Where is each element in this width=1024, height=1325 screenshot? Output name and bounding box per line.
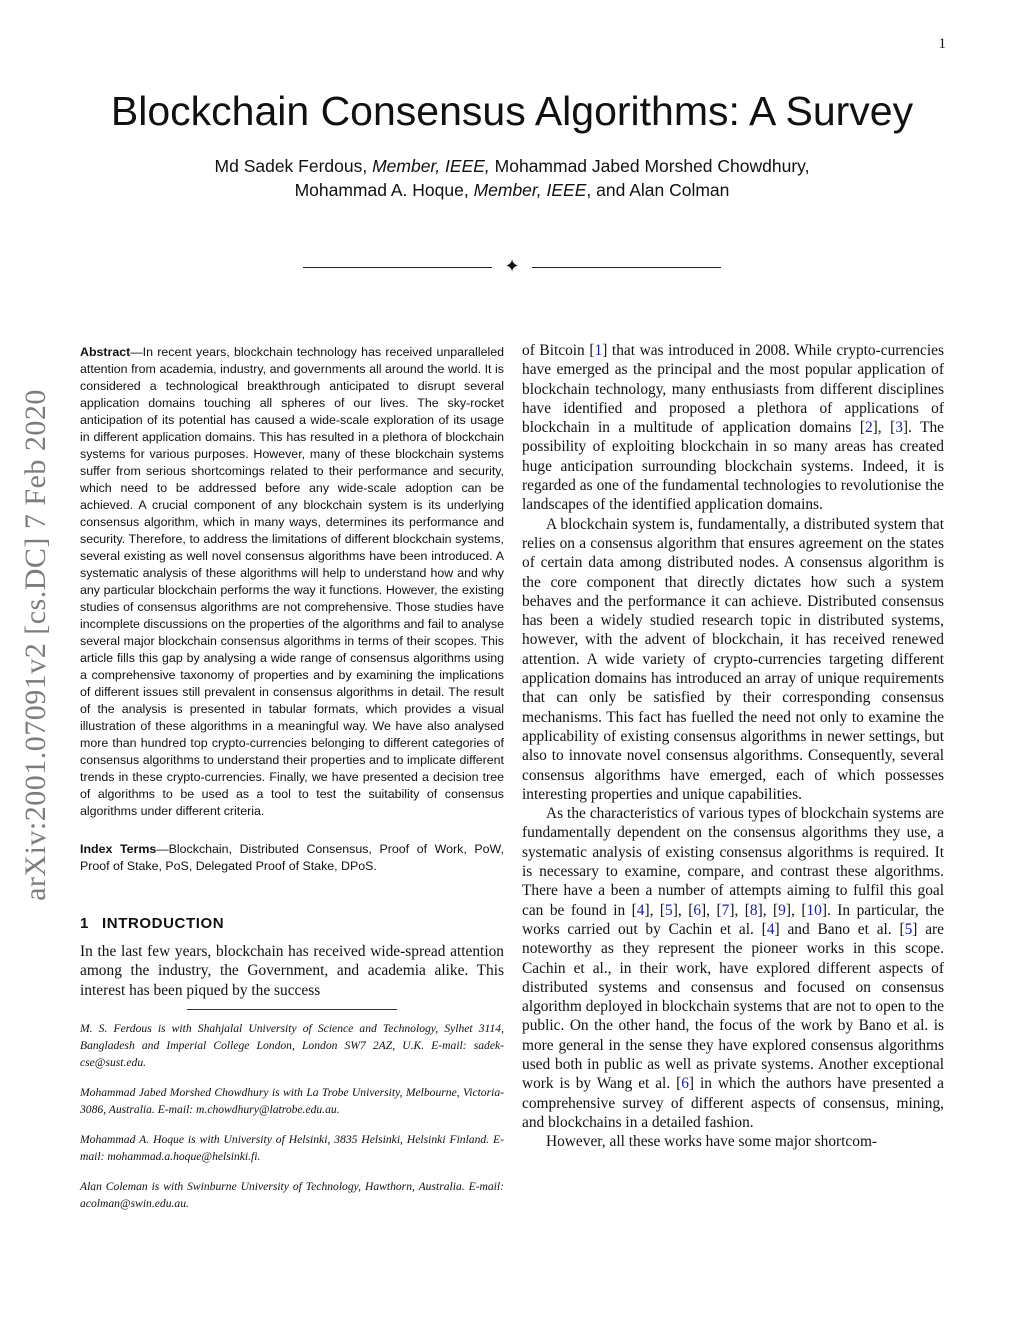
citation-link[interactable]: 9 xyxy=(778,901,786,919)
footnote-affiliation: Alan Coleman is with Swinburne University of Technology, Hawthorn, Australia. E-mail: acolman@swin.edu.au. xyxy=(80,1179,504,1210)
arxiv-identifier-stamp xyxy=(14,360,58,930)
footnote-affiliation: M. S. Ferdous is with Shahjalal University of Science and Technology, Sylhet 3114, Bangladesh and Imperial College London, London SW7 2AZ, U.K. E-mail: sadek-cse@sust.edu. xyxy=(80,1021,504,1069)
section-title: INTRODUCTION xyxy=(102,915,225,932)
section-heading-introduction xyxy=(80,915,504,932)
citation-link[interactable]: 10 xyxy=(806,901,822,919)
intro-paragraph-3: As the characteristics of various types of blockchain systems are fundamentally dependent on the consensus algorithms they use, a systematic analysis of existing consensus algorithms is required. It is necessary to examine, compare, and contrast these algorithms. There have a been a number of attempts aiming to fulfil this goal can be found in [4], [5], [6], [7], [8], [9], [10]. In particular, the works carried out by Cachin et al. [4] and Bano et al. [5] are noteworthy as they represent the pioneer works in this scope. Cachin et al., in their work, have explored different aspects of distributed systems and consensus and focused on consensus algorithm deployed in blockchain systems that are not to open to the public. On the other hand, the focus of the work by Bano et al. is more general in the sense they have explored consensus algorithms used both in public as well as private systems. Another exceptional work is by Wang et al. [6] in which the authors have presented a comprehensive survey of different aspects of consensus, mining, and blockchains in a detailed fashion. xyxy=(522,805,945,1131)
citation-link[interactable]: 1 xyxy=(594,342,603,359)
footnote-divider xyxy=(187,1009,397,1010)
citation-link[interactable]: 4 xyxy=(766,920,775,938)
arxiv-identifier-text: arXiv:2001.07091v2 [cs.DC] 7 Feb 2020 xyxy=(19,389,53,901)
left-column xyxy=(80,344,504,1225)
right-column xyxy=(522,341,944,1151)
citation-link[interactable]: 6 xyxy=(693,901,702,919)
intro-paragraph-4: However, all these works have some major shortcom- xyxy=(546,1133,878,1151)
abstract xyxy=(80,344,504,820)
index-terms-text: —Blockchain, Distributed Consensus, Proof of Work, PoW, Proof of Stake, PoS, Delegated Proof of Stake, DPoS. xyxy=(80,842,505,873)
citation-link[interactable]: 8 xyxy=(749,901,758,919)
page-number: 1 xyxy=(938,36,946,52)
citation-link[interactable]: 5 xyxy=(904,920,913,938)
author-line-1: Md Sadek Ferdous, Member, IEEE, Mohammad Jabed Morshed Chowdhury, xyxy=(214,156,810,176)
abstract-text: —In recent years, blockchain technology has received unparalleled attention from academia, industry, and governments all around the world. It is considered a technological breakthrough anticipated to disrupt several application domains touching all spheres of our lives. The sky-rocket anticipation of its potential has caused a wide-scale exploration of its usage in different application domains. This has resulted in a plethora of blockchain systems for various purposes. However, many of these blockchain systems suffer from serious shortcomings related to their performance and security, which need to be addressed before any wide-scale adoption can be achieved. A crucial component of any blockchain system is its underlying consensus algorithm, which in many ways, determines its performance and security. Therefore, to address the limitations of different blockchain systems, several existing as well novel consensus algorithms have been introduced. A systematic analysis of these algorithms will help to understand how and why any particular blockchain performs the way it functions. However, the existing studies of consensus algorithms are not comprehensive. Those studies have incomplete discussions on the properties of the algorithms and fail to analyse several major blockchain consensus algorithms in terms of their scopes. This article fills this gap by analysing a wide range of consensus algorithms using a comprehensive taxonomy of properties and by examining the implications of different issues still prevalent in consensus algorithms in detail. The result of the analysis is presented in tabular formats, which provides a visual illustration of these algorithms in a meaningful way. We have also analysed more than hundred top crypto-currencies belonging to different categories of consensus algorithms to understand their properties and to implicate different trends in these crypto-currencies. Finally, we have presented a decision tree of algorithms to be used as a tool to test the suitability of consensus algorithms under different criteria. xyxy=(80,345,504,818)
intro-paragraph-left: In the last few years, blockchain has received wide-spread attention among the industry, the Government, and academia alike. This interest has been piqued by the success xyxy=(80,943,504,999)
intro-paragraph-1: of Bitcoin [1] that was introduced in 2008. While crypto-currencies have emerged as the principal and the most popular application of blockchain technology, many enthusiasts from different disciplines have identified and proposed a plethora of applications of blockchain in a multitude of application domains [2], [3]. The possibility of exploiting blockchain in so many areas has created huge anticipation surrounding blockchain systems. Indeed, it is regarded as one of the fundamental technologies to revolutionise the landscapes of the identified application domains. xyxy=(522,342,944,514)
citation-link[interactable]: 2 xyxy=(864,419,873,437)
four-point-star-icon: ✦ xyxy=(504,256,520,277)
separator-rule-right xyxy=(532,267,721,268)
citation-link[interactable]: 7 xyxy=(721,901,730,919)
author-line-2: Mohammad A. Hoque, Member, IEEE, and Alan Colman xyxy=(294,180,730,200)
title-separator xyxy=(303,257,721,277)
intro-paragraph-2: A blockchain system is, fundamentally, a distributed system that relies on a consensus algorithm that ensures agreement on the states of certain data among distributed nodes. A consensus algorithm is the core component that directly dictates how such a system behaves and the performance it can achieve. Distributed consensus has been a widely studied research topic in distributed systems, however, with the advent of blockchain, it has received renewed attention. A wide variety of crypto-currencies targeting different application domains has introduced an array of unique requirements that can only be satisfied by their corresponding consensus mechanisms. This fact has fuelled the need not only to examine the applicability of existing consensus algorithms in newer settings, but also to innovate novel consensus algorithms. Consequently, several consensus algorithms have emerged, each of which possesses interesting properties and unique capabilities. xyxy=(522,515,944,803)
citation-link[interactable]: 5 xyxy=(665,901,673,919)
separator-rule-left xyxy=(303,267,492,268)
section-number: 1 xyxy=(80,915,89,932)
citation-link[interactable]: 6 xyxy=(681,1075,689,1093)
footnote-affiliation: Mohammad A. Hoque is with University of Helsinki, 3835 Helsinki, Helsinki Finland. E-mail: mohammad.a.hoque@helsinki.fi. xyxy=(80,1132,504,1163)
index-terms-label: Index Terms xyxy=(80,842,157,856)
paper-title: Blockchain Consensus Algorithms: A Survey xyxy=(110,88,914,134)
citation-link[interactable]: 4 xyxy=(636,901,645,919)
citation-link[interactable]: 3 xyxy=(895,419,903,437)
footnote-affiliation: Mohammad Jabed Morshed Chowdhury is with La Trobe University, Melbourne, Victoria-3086, Australia. E-mail: m.chowdhury@latrobe.edu.au. xyxy=(80,1085,504,1116)
author-list xyxy=(0,154,1024,202)
index-terms xyxy=(80,841,504,875)
abstract-label: Abstract xyxy=(80,345,131,359)
